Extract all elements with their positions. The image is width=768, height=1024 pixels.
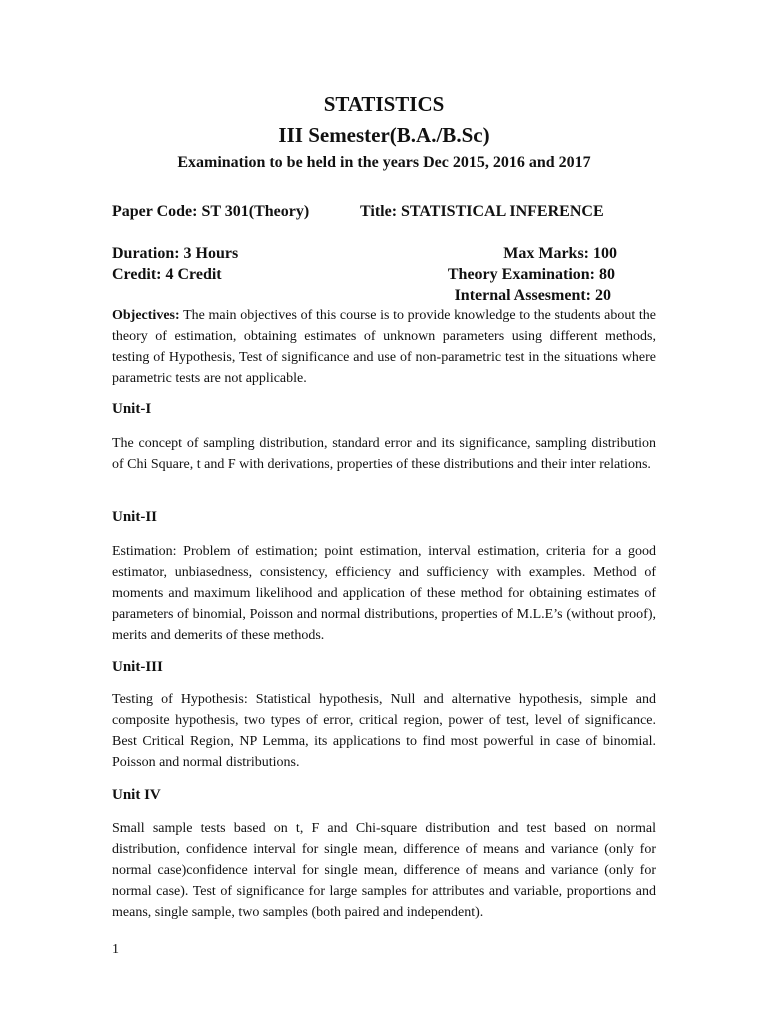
semester-heading: III Semester(B.A./B.Sc) [278, 123, 490, 147]
paper-title: Title: STATISTICAL INFERENCE [360, 203, 604, 220]
unit-1-text: The concept of sampling distribution, standard error and its significance, sampling distribution of Chi Square, t and F with derivations, properties of these distributions and their inter relations. [112, 436, 656, 472]
internal-assessment-text: Internal Assesment: 20 [454, 287, 611, 304]
unit-4-heading: Unit IV [112, 787, 161, 803]
unit-1-heading: Unit-I [112, 401, 152, 417]
credit-text: Credit: 4 Credit [112, 266, 222, 283]
theory-exam-text: Theory Examination: 80 [447, 266, 615, 283]
paper-code: Paper Code: ST 301(Theory) [112, 203, 310, 220]
unit-3-heading: Unit-III [112, 659, 163, 675]
document-title: STATISTICS [323, 92, 445, 116]
page-number: 1 [112, 942, 119, 957]
objectives-label: Objectives: [112, 308, 180, 323]
unit-2-text: Estimation: Problem of estimation; point estimation, interval estimation, criteria for a good estimator, unbiasedness, consistency, efficiency and sufficiency with examples. Method of moments and maximum likelihood and application of these method for obtaining estimates of parameters of binomial, Poisson and normal distributions, properties of M.L.E’s (without proof), merits and demerits of these methods. [112, 544, 656, 643]
duration-text: Duration: 3 Hours [112, 245, 239, 262]
exam-years-heading: Examination to be held in the years Dec 2015, 2016 and 2017 [177, 154, 591, 171]
unit-4-text: Small sample tests based on t, F and Chi-square distribution and test based on normal distribution, confidence interval for single mean, difference of means and variance (only for normal case)confidence interval for single mean, difference of means and variance (only for normal case). Test of significance for large samples for attributes and variable, proportions and means, single sample, two samples (both paired and independent). [112, 821, 656, 920]
unit-2-heading: Unit-II [112, 509, 158, 525]
objectives-paragraph [112, 305, 656, 389]
max-marks-text: Max Marks: 100 [503, 245, 617, 262]
objectives-text: The main objectives of this course is to provide knowledge to the students about the theory of estimation, obtaining estimates of unknown parameters using different methods, testing of Hypothesis, Test of significance and use of non-parametric test in the situations where parametric tests are not applicable. [112, 308, 656, 386]
unit-3-text: Testing of Hypothesis: Statistical hypothesis, Null and alternative hypothesis, simple and composite hypothesis, two types of error, critical region, power of test, level of significance. Best Critical Region, NP Lemma, its applications to find most powerful in case of binomial. Poisson and normal distributions. [112, 692, 656, 770]
